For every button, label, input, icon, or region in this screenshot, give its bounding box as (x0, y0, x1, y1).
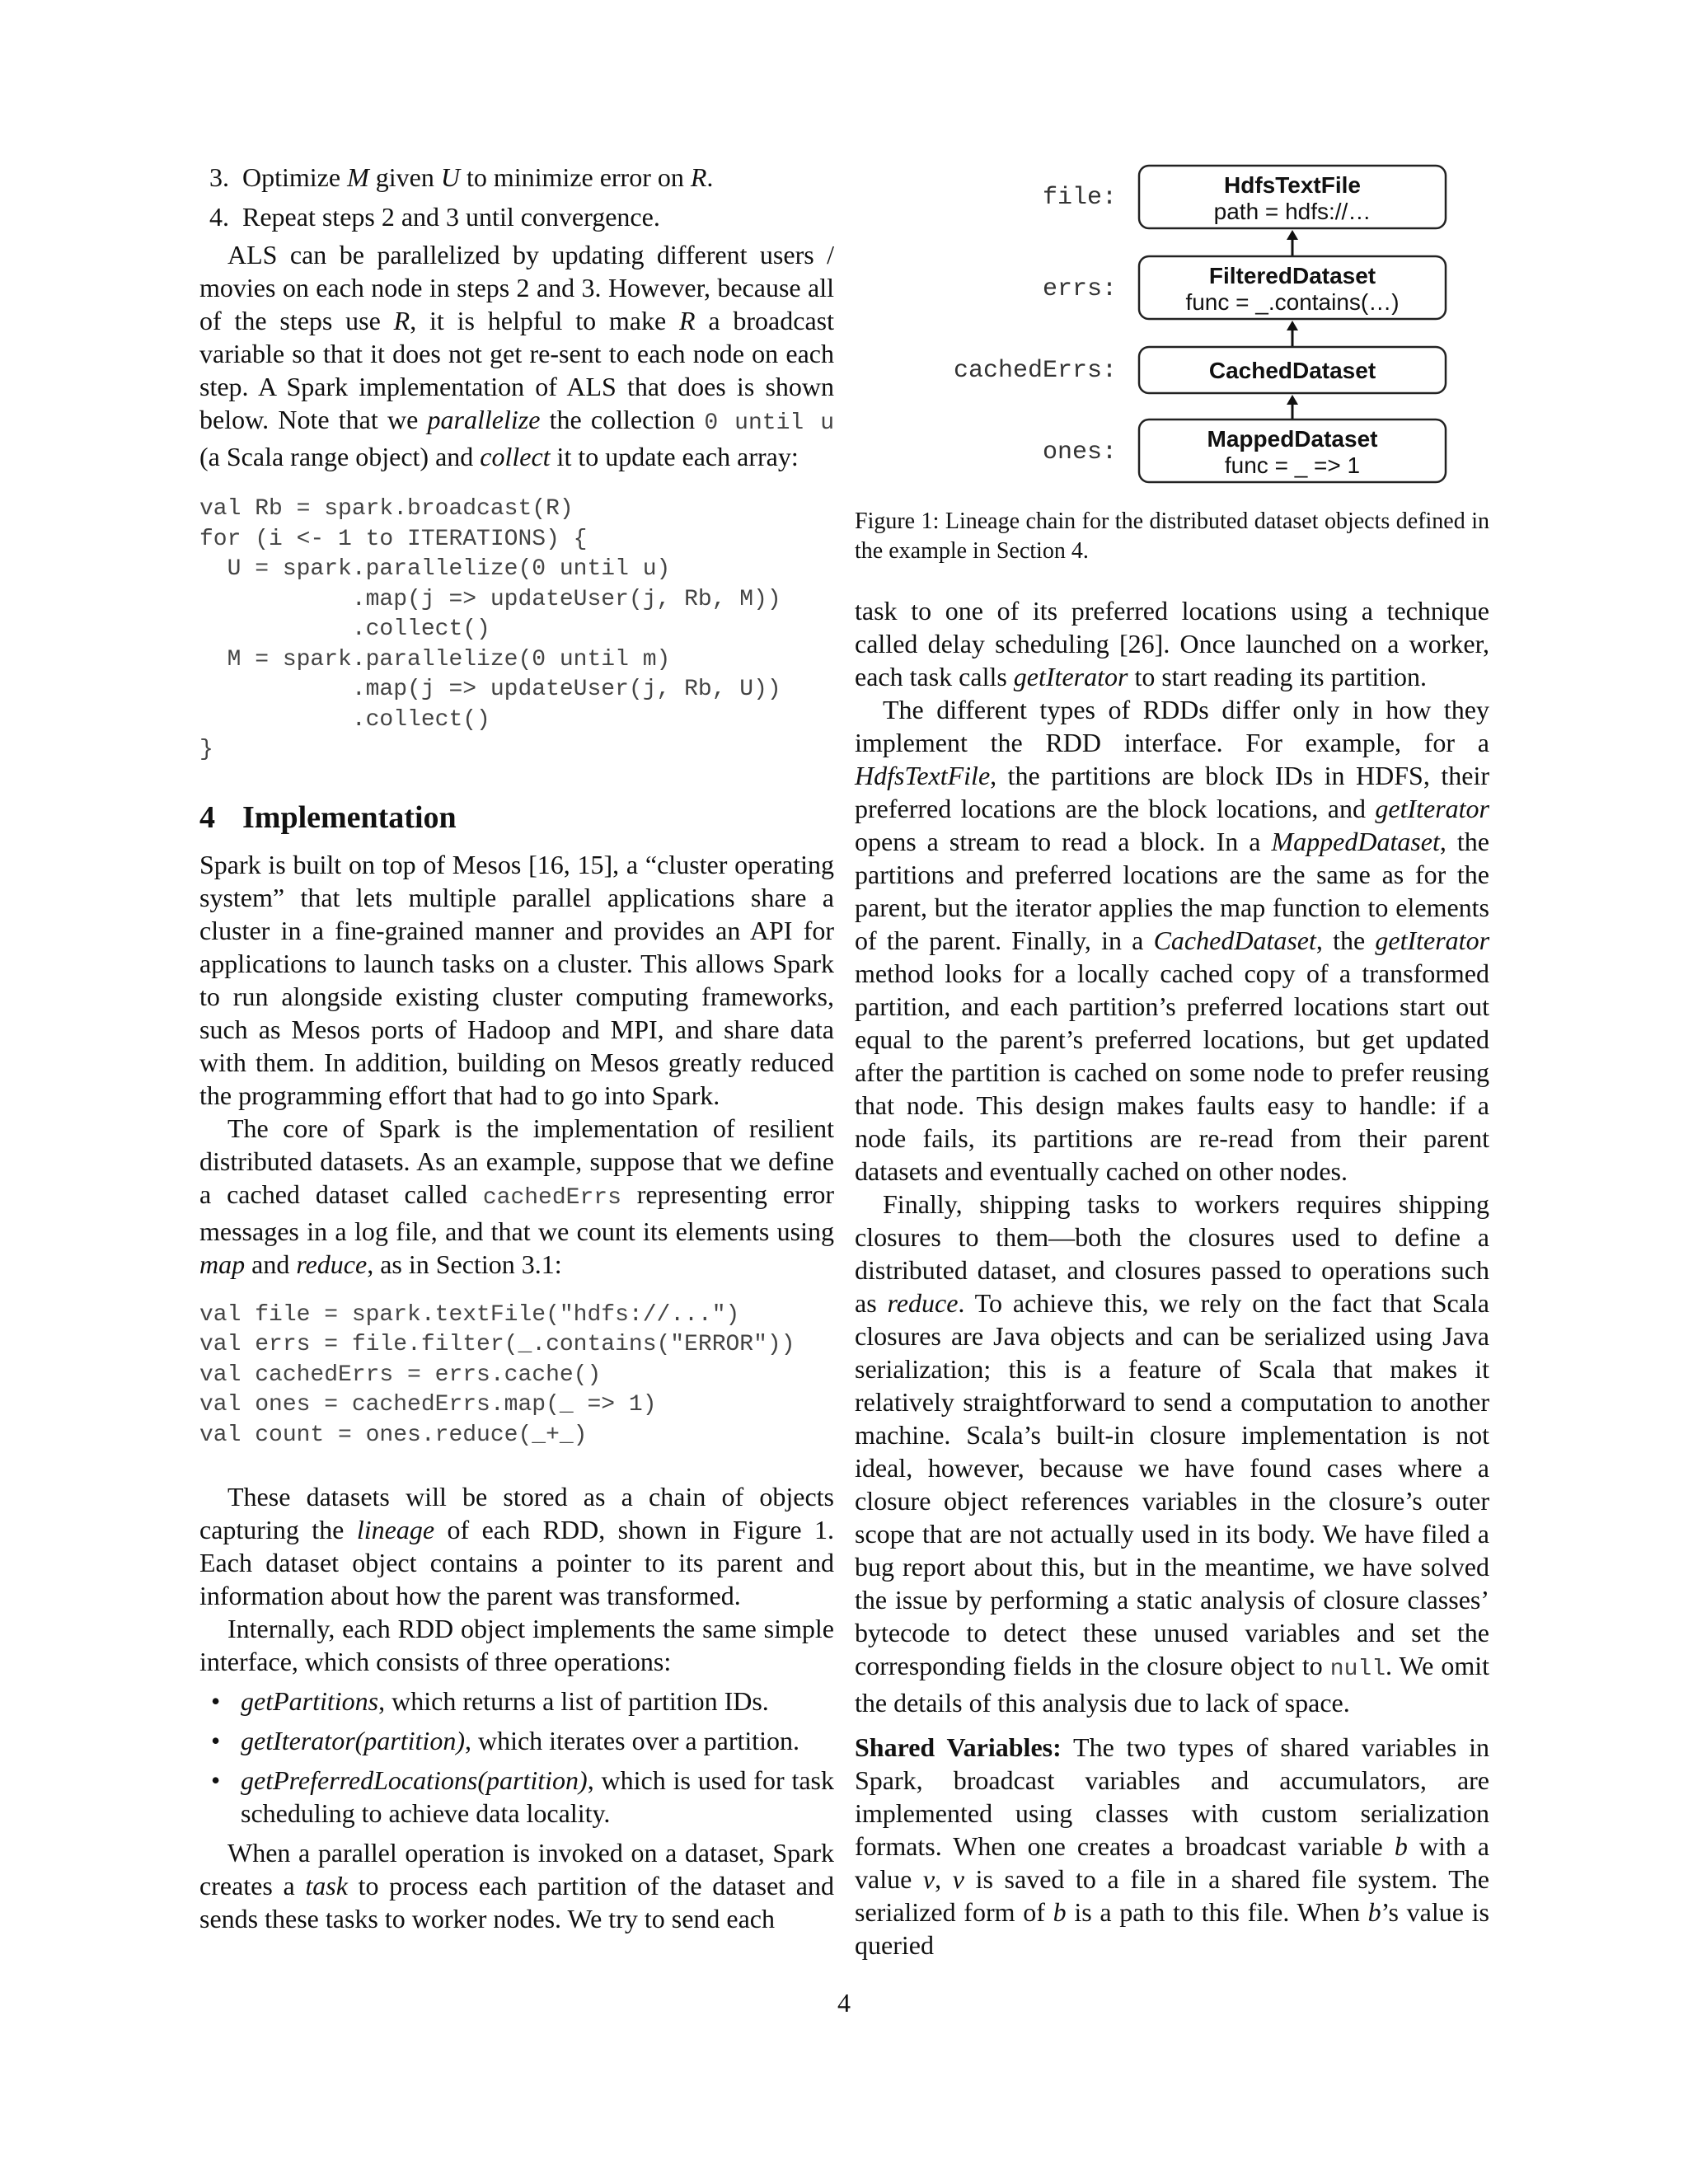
arrowhead (1287, 395, 1298, 405)
list-item: 3. Optimize M given U to minimize error on R. (209, 162, 714, 192)
box-title: MappedDataset (1207, 426, 1378, 452)
shared-variables-paragraph: Shared Variables: The two types of shared variables in Spark, broadcast variables and accumulators, are implemented using classes with custom serialization formats. When one creates a broadcast variable b with a value v, v is saved to a file in a shared file system. The serialized form of b is a path to this file. When b’s value is queried (855, 1732, 1490, 1960)
right-column (855, 161, 1489, 1961)
parallel-operation-paragraph: When a parallel operation is invoked on a dataset, Spark creates a task to process each partition of the dataset and sends these tasks to worker nodes. We try to send each (199, 1838, 835, 1933)
lineage-figure (855, 161, 1489, 490)
als-code-block: val Rb = spark.broadcast(R) for (i <- 1 to ITERATIONS) { U = spark.parallelize(0 until u) .map(j => updateUser(j, Rb, M)) .collect() M = spark.parallelize(0 until m) .map(j => updateUser(j, Rb, U)) .collect() } (199, 496, 781, 762)
list-item: • getPreferredLocations(partition), which is used for task scheduling to achieve data locality. (211, 1765, 834, 1828)
als-steps-list (203, 161, 834, 233)
task-paragraph: task to one of its preferred locations using a technique called delay scheduling [26]. Once launched on a worker, each task calls getIterator to start reading its partition. (855, 596, 1489, 691)
box-subtitle: func = _ => 1 (1224, 452, 1361, 478)
implementation-paragraph: Spark is built on top of Mesos [16, 15], a “cluster operating system” that lets multiple parallel applications share a cluster in a fine-grained manner and provides an API for applications to launch tasks on a cluster. This allows Spark to run alongside existing cluster computing frameworks, such as Mesos ports of Hadoop and MPI, and share data with them. In addition, building on Mesos greatly reduced the programming effort that had to go into Spark. (199, 849, 834, 1110)
als-paragraph: ALS can be parallelized by updating different users / movies on each node in steps 2 and 3. However, because all of the steps use R, it is helpful to make R a broadcast variable so that it does not get re-sent to each node on each step. A Spark implementation of ALS that does is shown below. Note that we parallelize the collection 0 until u (a Scala range object) and collect it to update each array: (199, 240, 835, 471)
closures-paragraph: Finally, shipping tasks to workers requires shipping closures to them—both the closures used to define a distributed dataset, and closures passed to operations such as reduce. To achieve this, we rely on the fact that Scala closures are Java objects and can be serialized using Java serialization; this is a feature of Scala that makes it relatively straightforward to send a computation to another machine. Scala’s built-in closure implementation is not ideal, however, because we have found cases where a closure object references variables in the closure’s outer scope that are not actually used in its body. We have filed a bug report about this, but in the meantime, we have solved the issue by performing a static analysis of closure classes’ bytecode to detect these unused variables and set the corresponding fields in the closure object to null. We omit the details of this analysis due to lack of space. (855, 1189, 1490, 1718)
box-subtitle: func = _.contains(…) (1185, 289, 1400, 315)
figure-caption: Figure 1: Lineage chain for the distributed dataset objects defined in the example in Section 4. (855, 509, 1489, 564)
arrowhead (1287, 230, 1298, 240)
dataset-code-block: val file = spark.textFile("hdfs://...") val errs = file.filter(_.contains("ERROR")) val cachedErrs = errs.cache() val ones = cachedErrs.map(_ => 1) val count = ones.reduce(_+_) (199, 1301, 795, 1448)
left-column (199, 161, 834, 1935)
figure-label-cachederrs: cachedErrs: (953, 357, 1117, 385)
interface-paragraph: Internally, each RDD object implements the same simple interface, which consists of three operations: (199, 1614, 834, 1676)
page-number: 4 (837, 1988, 851, 2018)
operations-list (199, 1685, 834, 1830)
section-heading: 4 Implementation (199, 799, 457, 835)
figure-label-file: file: (1042, 184, 1117, 212)
box-subtitle: path = hdfs://… (1213, 199, 1372, 224)
box-title: CachedDataset (1208, 358, 1376, 383)
list-item: • getIterator(partition), which iterates over a partition. (211, 1726, 800, 1755)
core-paragraph: The core of Spark is the implementation of resilient distributed datasets. As an example, suppose that we define a cached dataset called cachedErrs representing error messages in a log file, and that we count its elements using map and reduce, as in Section 3.1: (199, 1113, 834, 1279)
box-title: HdfsTextFile (1224, 172, 1361, 198)
figure-label-ones: ones: (1042, 438, 1117, 466)
rdd-types-paragraph: The different types of RDDs differ only in how they implement the RDD interface. For example, for a HdfsTextFile, the partitions are block IDs in HDFS, their preferred locations are the block locations, and getIterator opens a stream to read a block. In a MappedDataset, the partitions and preferred locations are the same as for the parent, but the iterator applies the map function to elements of the parent. Finally, in a CachedDataset, the getIterator method looks for a locally cached copy of a transformed partition, and each partition’s preferred locations start out equal to the parent’s preferred locations, but get updated after the partition is cached on some node to prefer reusing that node. This design makes faults easy to handle: if a node fails, its partitions are re-read from their parent datasets and eventually cached on other nodes. (855, 695, 1490, 1186)
lineage-paragraph: These datasets will be stored as a chain of objects capturing the lineage of each RDD, shown in Figure 1. Each dataset object contains a pointer to its parent and information about how the parent was transformed. (199, 1482, 835, 1610)
figure-label-errs: errs: (1042, 275, 1117, 303)
list-item: 4. Repeat steps 2 and 3 until convergence. (209, 202, 660, 232)
list-item: • getPartitions, which returns a list of partition IDs. (211, 1686, 769, 1716)
arrowhead (1287, 321, 1298, 330)
box-title: FilteredDataset (1208, 263, 1376, 288)
